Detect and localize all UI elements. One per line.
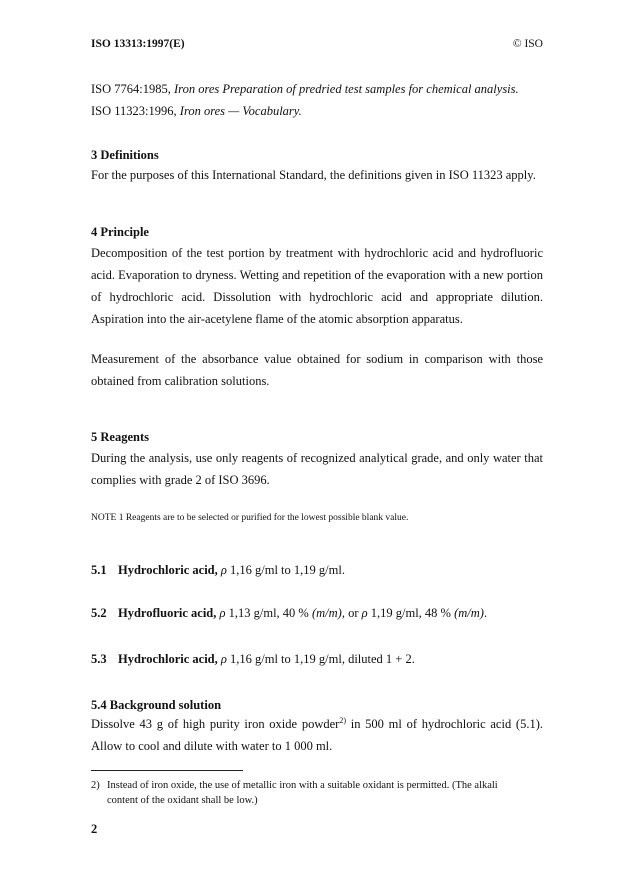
section-4-heading: 4 Principle xyxy=(91,225,149,239)
reagent-5-2-spec-a: 1,13 g/ml, 40 % xyxy=(225,606,312,620)
rho-symbol: ρ xyxy=(220,563,227,577)
reagent-5-2-or: , or xyxy=(341,606,362,620)
reagent-5-2-end: . xyxy=(483,606,488,620)
reagent-5-2-spec-b: 1,19 g/ml, 48 % xyxy=(367,606,455,620)
reagent-5-1-name: Hydrochloric acid, xyxy=(118,563,218,577)
footnote-line-2: content of the oxidant shall be low.) xyxy=(107,795,258,806)
section-3-text: For the purposes of this International Standard, the definitions given in ISO 11323 apply. xyxy=(91,168,536,182)
section-5-4-text-b: in 500 ml of hydrochloric acid (5.1). Allow to cool and dilute with water to 1 000 ml. xyxy=(91,717,544,753)
reference-1-code: ISO 7764:1985, xyxy=(91,82,174,96)
rho-symbol: ρ xyxy=(361,606,368,620)
reagent-5-1 xyxy=(91,563,345,578)
note-1: NOTE 1 Reagents are to be selected or purified for the lowest possible blank value. xyxy=(91,513,409,523)
reference-2-code: ISO 11323:1996, xyxy=(91,104,180,118)
rho-symbol: ρ xyxy=(219,606,226,620)
section-5-4-text-a: Dissolve 43 g of high purity iron oxide powder xyxy=(91,717,340,731)
footnote-line-1 xyxy=(91,778,546,793)
section-5-heading: 5 Reagents xyxy=(91,430,149,444)
document-id: ISO 13313:1997(E) xyxy=(91,38,185,50)
section-5-text: During the analysis, use only reagents of recognized analytical grade, and only water that complies with grade 2 of ISO 3696. xyxy=(91,451,543,487)
footnote-divider xyxy=(91,770,243,771)
section-5-4-text xyxy=(91,713,543,757)
footnote-text-1: Instead of iron oxide, the use of metallic iron with a suitable oxidant is permitted. (The alkali xyxy=(107,780,498,791)
mass-fraction-unit: (m/m) xyxy=(454,606,484,620)
rho-symbol: ρ xyxy=(220,652,227,666)
footnote xyxy=(91,778,546,808)
reference-2-title: Iron ores — Vocabulary. xyxy=(179,104,302,118)
mass-fraction-unit: (m/m) xyxy=(311,606,342,620)
reference-2 xyxy=(91,100,543,122)
reagent-5-1-spec: 1,16 g/ml to 1,19 g/ml. xyxy=(226,563,345,577)
footnote-reference[interactable]: 2) xyxy=(339,715,346,725)
reagent-5-3-number: 5.3 xyxy=(91,652,107,666)
section-3-heading: 3 Definitions xyxy=(91,148,159,162)
reference-1 xyxy=(91,78,543,100)
reagent-5-3 xyxy=(91,652,415,667)
reagent-5-1-number: 5.1 xyxy=(91,563,107,577)
reagent-5-2-number: 5.2 xyxy=(91,606,107,620)
reagent-5-2 xyxy=(91,606,487,621)
reagent-5-2-name: Hydrofluoric acid, xyxy=(118,606,217,620)
reagent-5-3-spec: 1,16 g/ml to 1,19 g/ml, diluted 1 + 2. xyxy=(226,652,415,666)
page-number: 2 xyxy=(91,822,98,836)
copyright-mark: © ISO xyxy=(512,38,543,50)
footnote-marker: 2) xyxy=(91,780,100,791)
reagent-5-3-name: Hydrochloric acid, xyxy=(118,652,218,666)
section-4-paragraph-1: Decomposition of the test portion by treatment with hydrochloric acid and hydrofluoric acid. Evaporation to dryness. Wetting and repetition of the evaporation with a new portion of hydrochloric acid. Dissolution with hydrochloric acid and appropriate dilution. Aspiration into the air-acetylene flame of the atomic absorption apparatus. xyxy=(91,246,543,326)
reference-1-title: Iron ores Preparation of predried test samples for chemical analysis. xyxy=(174,82,519,96)
section-4-paragraph-2: Measurement of the absorbance value obtained for sodium in comparison with those obtained from calibration solutions. xyxy=(91,352,543,388)
section-5-4-heading: 5.4 Background solution xyxy=(91,698,222,712)
